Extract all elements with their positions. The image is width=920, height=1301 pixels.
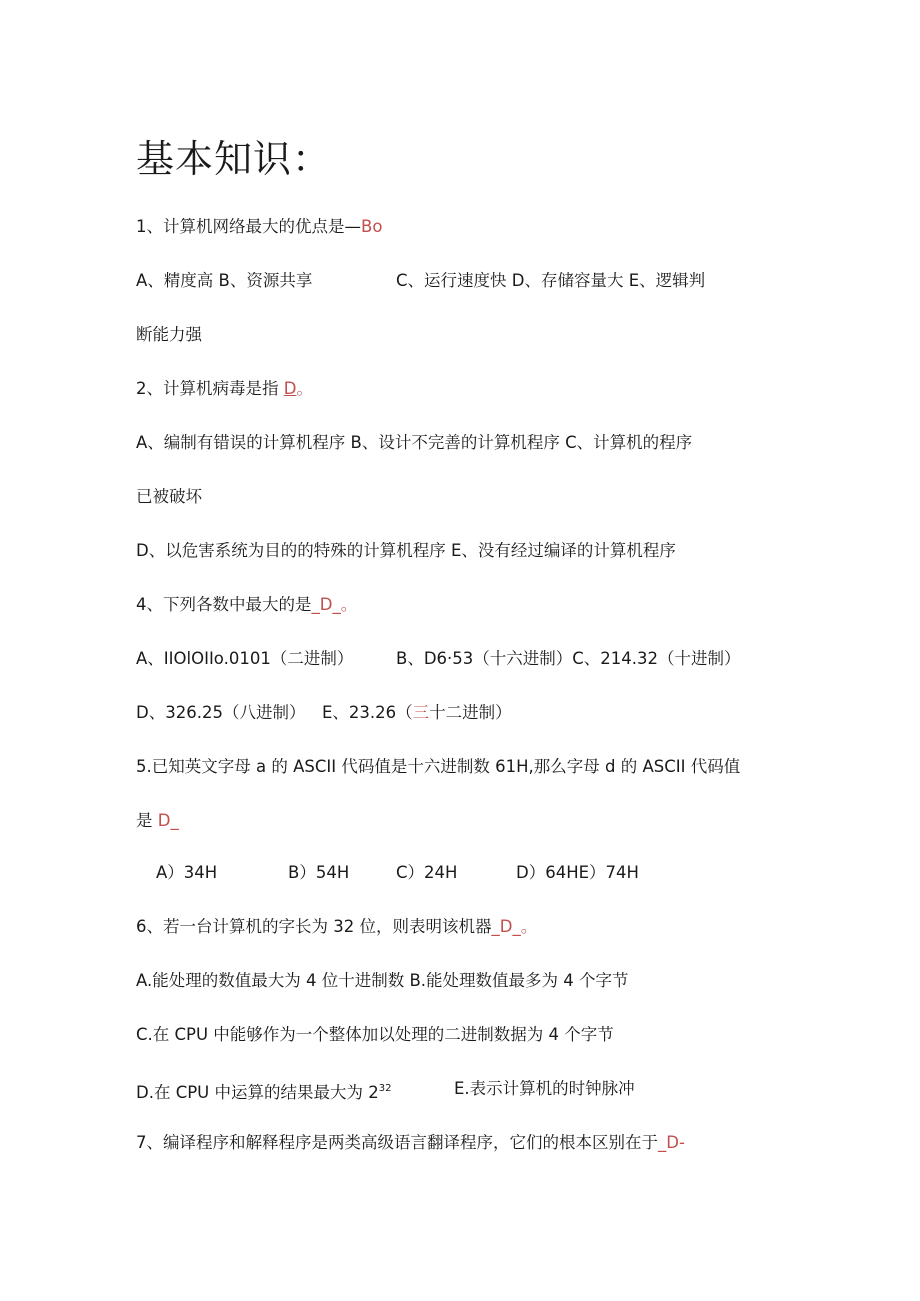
question-text: 7、编译程序和解释程序是两类高级语言翻译程序，它们的根本区别在于 bbox=[136, 1133, 658, 1152]
question-text: 是 bbox=[136, 811, 158, 830]
option-d bbox=[136, 1077, 391, 1105]
question-2-options-more: D、以危害系统为目的的特殊的计算机程序 E、没有经过编译的计算机程序 bbox=[136, 541, 676, 560]
option-text: A、IIOlOIIo.0101（二进制） bbox=[136, 649, 354, 668]
option-a: A）34H bbox=[156, 863, 218, 882]
answer-mark: Bo bbox=[361, 217, 383, 236]
answer-mark: _D_ bbox=[491, 917, 521, 936]
question-4-options-cont bbox=[136, 701, 636, 725]
question-7-stem bbox=[136, 1131, 685, 1155]
question-5-stem: 5.已知英文字母 a 的 ASCII 代码值是十六进制数 61H,那么字母 d 的 ASCII 代码值 bbox=[136, 757, 741, 776]
question-1-options bbox=[136, 269, 836, 293]
option-text: C、运行速度快 D、存储容量大 E、逻辑判 bbox=[396, 271, 706, 290]
question-5-stem-cont bbox=[136, 809, 179, 833]
question-1-stem bbox=[136, 215, 382, 239]
option-d-text: D.在 CPU 中运算的结果最大为 2 bbox=[136, 1083, 379, 1102]
question-2-options-cont: 已被破坏 bbox=[136, 487, 202, 506]
question-text: 6、若一台计算机的字长为 32 位，则表明该机器 bbox=[136, 917, 492, 936]
answer-mark: D bbox=[283, 379, 297, 398]
question-2-options: A、编制有错误的计算机程序 B、设计不完善的计算机程序 C、计算机的程序 bbox=[136, 433, 693, 452]
option-text: B、D6·53（十六进制）C、214.32（十进制） bbox=[396, 649, 741, 668]
punctuation: 。 bbox=[296, 379, 313, 398]
option-text-post: 十二进制） bbox=[429, 703, 512, 722]
question-6-options: A.能处理的数值最大为 4 位十进制数 B.能处理数值最多为 4 个字节 bbox=[136, 971, 629, 990]
answer-mark: _D_ bbox=[311, 595, 341, 614]
question-text: 2、计算机病毒是指 bbox=[136, 379, 284, 398]
punctuation: 。 bbox=[520, 917, 538, 936]
question-4-options bbox=[136, 647, 756, 671]
question-6-options-cont: C.在 CPU 中能够作为一个整体加以处理的二进制数据为 4 个字节 bbox=[136, 1025, 614, 1044]
question-4-stem bbox=[136, 593, 357, 617]
question-6-options-more bbox=[136, 1077, 656, 1101]
question-text: 1、计算机网络最大的优点是— bbox=[136, 217, 361, 236]
question-6-stem bbox=[136, 915, 537, 939]
option-text-pre: E、23.26（ bbox=[322, 703, 413, 722]
exponent: 32 bbox=[378, 1083, 392, 1094]
question-1-options-cont: 断能力强 bbox=[136, 325, 202, 344]
option-text: A、精度高 B、资源共享 bbox=[136, 271, 313, 290]
page-title: 基本知识： bbox=[136, 137, 332, 181]
option-text bbox=[322, 701, 512, 725]
option-text: D、326.25（八进制） bbox=[136, 703, 306, 722]
answer-mark: 三 bbox=[412, 703, 430, 722]
answer-mark: D_ bbox=[157, 811, 179, 830]
option-b: B）54H bbox=[288, 863, 350, 882]
punctuation: 。 bbox=[340, 595, 358, 614]
answer-mark: _D- bbox=[658, 1133, 685, 1152]
option-c: C）24H bbox=[396, 863, 458, 882]
question-5-options bbox=[136, 861, 656, 885]
option-e: E.表示计算机的时钟脉冲 bbox=[454, 1079, 635, 1098]
option-de: D）64HE）74H bbox=[516, 863, 639, 882]
question-2-stem bbox=[136, 377, 313, 401]
question-text: 4、下列各数中最大的是 bbox=[136, 595, 312, 614]
